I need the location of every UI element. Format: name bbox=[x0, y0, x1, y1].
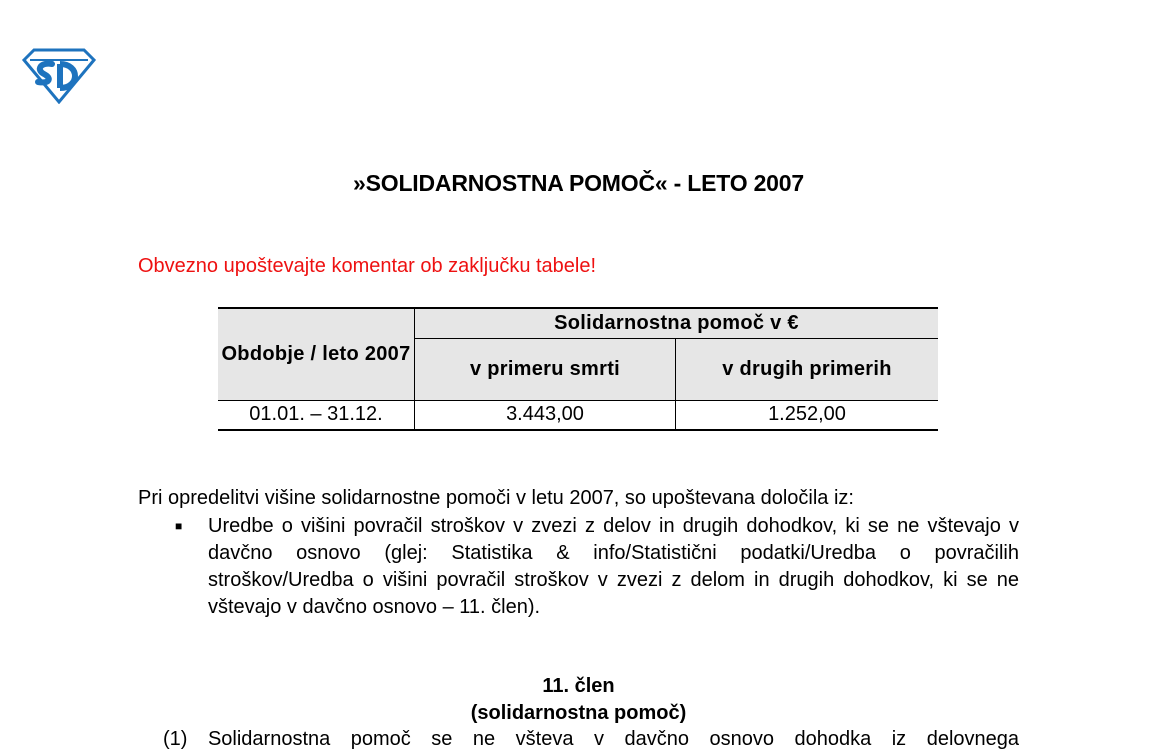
warning-note: Obvezno upoštevajte komentar ob zaključku tabele! bbox=[138, 255, 597, 277]
solidarity-aid-table bbox=[218, 307, 938, 431]
square-bullet-icon: ■ bbox=[175, 519, 183, 533]
article-number: 11. člen bbox=[542, 675, 615, 697]
death-amount-cell: 3.443,00 bbox=[415, 400, 676, 430]
intro-text: Pri opredelitvi višine solidarnostne pomoči v letu 2007, so upoštevana določila iz: bbox=[138, 487, 854, 509]
article-paragraph: (1) Solidarnostna pomoč se ne všteva v davčno osnovo dohodka iz delovnega bbox=[163, 728, 1019, 750]
period-cell: 01.01. – 31.12. bbox=[218, 400, 415, 430]
table-row bbox=[218, 400, 938, 430]
sd-shield-logo-icon bbox=[22, 48, 96, 104]
document-title: »SOLIDARNOSTNA POMOČ« - LETO 2007 bbox=[353, 170, 804, 196]
other-amount-cell: 1.252,00 bbox=[676, 400, 939, 430]
list-item-text: Uredbe o višini povračil stroškov v zvezi z delov in drugih dohodkov, ki se ne vštevajo v davčno osnovo (glej: Statistika & info/Statistični podatki/Uredba o povračilih stroškov/Uredba o višini povračil stroškov v zvezi z delom in drugih dohodkov, ki se ne vštevajo v davčno osnovo – 11. člen). bbox=[208, 515, 1019, 618]
amount-group-header: Solidarnostna pomoč v € bbox=[415, 308, 939, 338]
other-column-header: v drugih primerih bbox=[676, 338, 939, 400]
period-header: Obdobje / leto 2007 bbox=[218, 308, 415, 400]
death-column-header: v primeru smrti bbox=[415, 338, 676, 400]
list-item bbox=[175, 513, 1019, 621]
article-title: (solidarnostna pomoč) bbox=[470, 702, 687, 724]
